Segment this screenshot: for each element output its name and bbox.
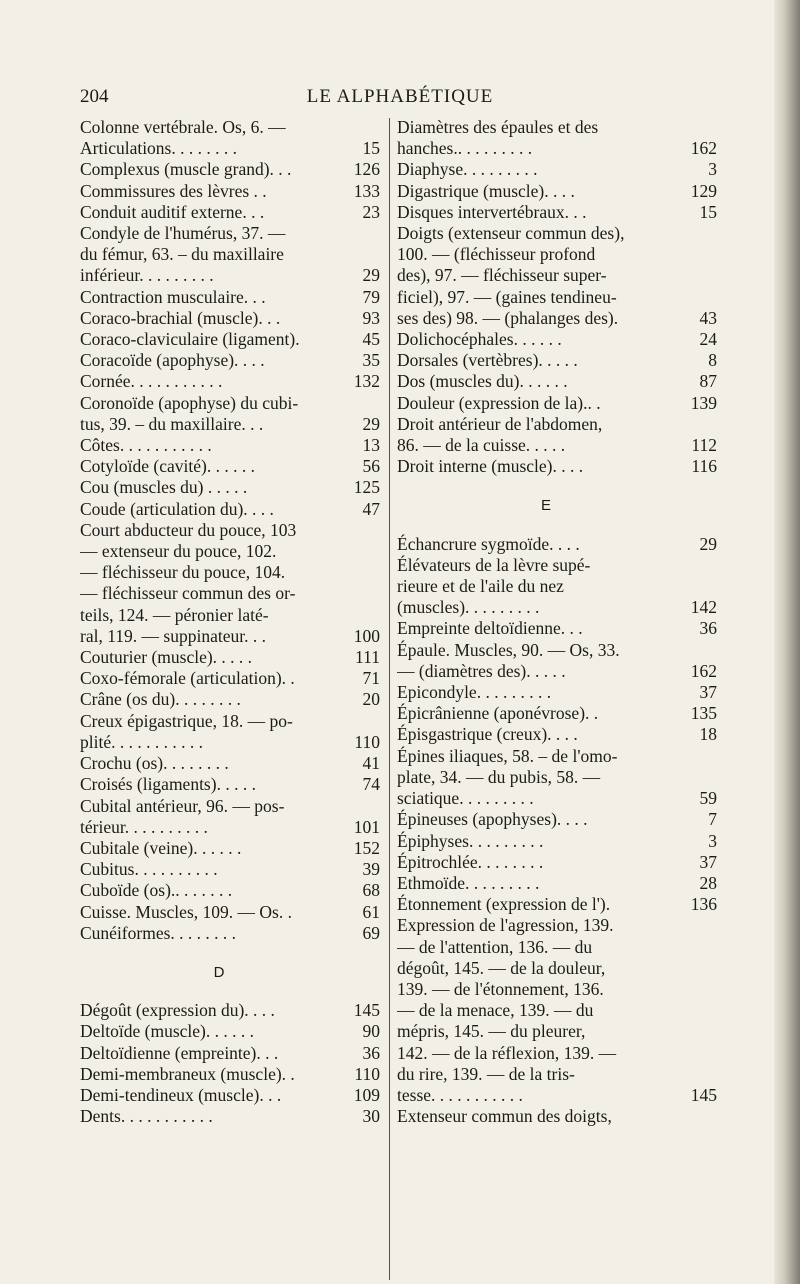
entry-text: Dents. . . . . . . . . . . — [80, 1106, 213, 1127]
entry-page-number: 126 — [353, 159, 380, 180]
index-entry — [80, 774, 380, 795]
entry-page-number: 142 — [690, 597, 717, 618]
entry-text: des), 97. — fléchisseur super- — [397, 265, 607, 286]
entry-text: sciatique. . . . . . . . . — [397, 788, 534, 809]
entry-page-number: 116 — [691, 456, 717, 477]
entry-text: Cubitus. . . . . . . . . . — [80, 859, 218, 880]
entry-text: rieure et de l'aile du nez — [397, 576, 564, 597]
entry-text: Cunéiformes. . . . . . . . — [80, 922, 237, 943]
entry-text: Demi-tendineux (muscle). . . — [80, 1084, 282, 1105]
index-entry — [397, 746, 717, 767]
entry-page-number: 29 — [362, 265, 380, 286]
index-entry — [80, 1106, 380, 1127]
index-entry — [80, 477, 380, 498]
entry-page-number: 41 — [362, 753, 380, 774]
entry-text: du rire, 139. — de la tris- — [397, 1063, 575, 1084]
index-entry — [80, 499, 380, 520]
index-entry — [80, 138, 380, 159]
entry-page-number: 162 — [690, 138, 717, 159]
index-entry — [397, 371, 717, 392]
index-entry — [80, 181, 380, 202]
entry-page-number: 139 — [690, 392, 717, 413]
index-entry — [80, 796, 380, 817]
index-entry — [397, 435, 717, 456]
entry-page-number: 93 — [362, 307, 380, 328]
entry-page-number: 37 — [699, 851, 717, 872]
entry-text: Commissures des lèvres . . — [80, 180, 267, 201]
entry-text: — fléchisseur commun des or- — [80, 583, 296, 604]
index-entry — [397, 287, 717, 308]
index-entry — [397, 661, 717, 682]
index-entry — [397, 809, 717, 830]
entry-text: Cubital antérieur, 96. — pos- — [80, 795, 285, 816]
index-entry — [80, 393, 380, 414]
entry-page-number: 28 — [699, 872, 717, 893]
index-entry — [80, 647, 380, 668]
index-entry — [397, 894, 717, 915]
entry-page-number: 7 — [708, 809, 717, 830]
index-entry — [397, 873, 717, 894]
entry-text: Coraco-claviculaire (ligament). — [80, 329, 300, 350]
index-entry — [80, 838, 380, 859]
entry-page-number: 112 — [691, 435, 717, 456]
entry-text: Articulations. . . . . . . . — [80, 138, 237, 159]
entry-page-number: 15 — [699, 201, 717, 222]
entry-text: ses des) 98. — (phalanges des). — [397, 307, 619, 328]
entry-text: Cuisse. Muscles, 109. — Os. . — [80, 901, 292, 922]
section-letter-d: D — [213, 963, 225, 981]
entry-text: Digastrique (muscle). . . . — [397, 180, 575, 201]
entry-page-number: 37 — [699, 682, 717, 703]
entry-text: Epicondyle. . . . . . . . . — [397, 682, 552, 703]
index-entry — [80, 244, 380, 265]
entry-text: Étonnement (expression de l'). — [397, 894, 611, 915]
index-list-e — [397, 534, 717, 1128]
entry-page-number: 56 — [362, 456, 380, 477]
entry-text: Dégoût (expression du). . . . — [80, 1000, 275, 1021]
entry-text: Coude (articulation du). . . . — [80, 498, 274, 519]
entry-text: Coronoïde (apophyse) du cubi- — [80, 392, 299, 413]
entry-page-number: 61 — [362, 901, 380, 922]
entry-text: ficiel), 97. — (gaines tendineu- — [397, 286, 617, 307]
index-entry — [80, 308, 380, 329]
entry-page-number: 8 — [708, 350, 717, 371]
index-entry — [397, 618, 717, 639]
index-entry — [80, 923, 380, 944]
index-entry — [80, 223, 380, 244]
index-entry — [397, 555, 717, 576]
entry-text: plate, 34. — du pubis, 58. — — [397, 766, 601, 787]
index-entry — [80, 117, 380, 138]
index-entry — [397, 767, 717, 788]
index-column-left — [80, 117, 380, 1127]
index-entry — [397, 350, 717, 371]
entry-page-number: 109 — [353, 1084, 380, 1105]
entry-text: Dorsales (vertèbres). . . . . — [397, 350, 578, 371]
column-divider — [389, 118, 390, 1280]
index-entry — [397, 788, 717, 809]
entry-text: tesse. . . . . . . . . . . — [397, 1084, 523, 1105]
entry-page-number: 101 — [353, 816, 380, 837]
entry-page-number: 43 — [699, 307, 717, 328]
entry-text: Croisés (ligaments). . . . . — [80, 774, 256, 795]
index-entry — [397, 1043, 717, 1064]
entry-page-number: 87 — [699, 371, 717, 392]
entry-text: Épineuses (apophyses). . . . — [397, 809, 588, 830]
entry-page-number: 68 — [362, 880, 380, 901]
index-entry — [397, 1106, 717, 1127]
entry-page-number: 100 — [353, 625, 380, 646]
index-column-right — [397, 117, 717, 1127]
entry-text: Demi-membraneux (muscle). . — [80, 1063, 295, 1084]
index-entry — [397, 202, 717, 223]
index-entry — [80, 329, 380, 350]
index-entry — [397, 534, 717, 555]
entry-text: Épisgastrique (creux). . . . — [397, 724, 578, 745]
entry-page-number: 145 — [353, 1000, 380, 1021]
entry-page-number: 162 — [690, 660, 717, 681]
index-entry — [80, 859, 380, 880]
index-entry — [80, 202, 380, 223]
entry-text: — fléchisseur du pouce, 104. — [80, 562, 286, 583]
index-entry — [397, 414, 717, 435]
entry-page-number: 18 — [699, 724, 717, 745]
page-header — [80, 86, 720, 116]
entry-text: Coracoïde (apophyse). . . . — [80, 350, 265, 371]
entry-page-number: 136 — [690, 894, 717, 915]
entry-page-number: 110 — [354, 731, 380, 752]
entry-text: Échancrure sygmoïde. . . . — [397, 533, 580, 554]
entry-text: Creux épigastrique, 18. — po- — [80, 710, 293, 731]
entry-page-number: 3 — [708, 159, 717, 180]
index-entry — [80, 668, 380, 689]
entry-page-number: 125 — [353, 477, 380, 498]
section-letter-e: E — [540, 497, 551, 515]
index-entry — [397, 576, 717, 597]
index-entry — [80, 1085, 380, 1106]
index-entry — [397, 1000, 717, 1021]
index-entry — [80, 711, 380, 732]
entry-page-number: 69 — [362, 922, 380, 943]
index-entry — [397, 703, 717, 724]
index-entry — [80, 562, 380, 583]
entry-page-number: 29 — [362, 413, 380, 434]
entry-page-number: 35 — [362, 350, 380, 371]
entry-text: Diaphyse. . . . . . . . . — [397, 159, 538, 180]
entry-text: Empreinte deltoïdienne. . . — [397, 618, 583, 639]
index-entry — [80, 435, 380, 456]
index-entry — [397, 1064, 717, 1085]
entry-page-number: 45 — [362, 329, 380, 350]
entry-text: hanches.. . . . . . . . . — [397, 138, 533, 159]
index-entry — [397, 181, 717, 202]
index-entry — [80, 520, 380, 541]
index-entry — [397, 223, 717, 244]
entry-page-number: 79 — [362, 286, 380, 307]
entry-text: Épines iliaques, 58. – de l'omo- — [397, 745, 618, 766]
entry-page-number: 20 — [362, 689, 380, 710]
index-entry — [397, 265, 717, 286]
entry-text: Couturier (muscle). . . . . — [80, 647, 253, 668]
entry-text: Disques intervertébraux. . . — [397, 201, 587, 222]
entry-page-number: 39 — [362, 859, 380, 880]
entry-page-number: 111 — [355, 647, 380, 668]
index-entry — [397, 724, 717, 745]
index-entry — [80, 541, 380, 562]
entry-text: Épiphyses. . . . . . . . . — [397, 830, 544, 851]
entry-text: ral, 119. — suppinateur. . . — [80, 625, 266, 646]
index-entry — [80, 626, 380, 647]
entry-text: Extenseur commun des doigts, — [397, 1106, 612, 1127]
index-entry — [80, 689, 380, 710]
entry-text: Complexus (muscle grand). . . — [80, 159, 292, 180]
entry-text: 139. — de l'étonnement, 136. — [397, 978, 604, 999]
entry-text: mépris, 145. — du pleurer, — [397, 1021, 586, 1042]
entry-page-number: 29 — [699, 533, 717, 554]
entry-text: Cubitale (veine). . . . . . — [80, 837, 242, 858]
entry-text: Droit antérieur de l'abdomen, — [397, 413, 603, 434]
entry-text: Expression de l'agression, 139. — [397, 915, 614, 936]
index-entry — [80, 1043, 380, 1064]
entry-page-number: 15 — [362, 138, 380, 159]
index-list-d — [80, 1000, 380, 1127]
entry-text: Coxo-fémorale (articulation). . — [80, 668, 295, 689]
index-entry — [80, 583, 380, 604]
index-entry — [397, 958, 717, 979]
index-entry — [397, 682, 717, 703]
index-entry — [80, 1000, 380, 1021]
entry-text: Contraction musculaire. . . — [80, 286, 266, 307]
index-entry — [397, 979, 717, 1000]
entry-text: Diamètres des épaules et des — [397, 117, 599, 137]
running-title: LE ALPHABÉTIQUE — [306, 86, 494, 107]
entry-text: Crâne (os du). . . . . . . . — [80, 689, 241, 710]
index-entry — [397, 329, 717, 350]
entry-text: Épitrochlée. . . . . . . . — [397, 851, 544, 872]
index-entry — [397, 1021, 717, 1042]
entry-page-number: 133 — [353, 180, 380, 201]
entry-text: Épaule. Muscles, 90. — Os, 33. — [397, 639, 620, 660]
entry-page-number: 74 — [362, 774, 380, 795]
index-entry — [80, 732, 380, 753]
entry-page-number: 90 — [362, 1021, 380, 1042]
entry-text: Crochu (os). . . . . . . . — [80, 753, 229, 774]
entry-text: — de l'attention, 136. — du — [397, 936, 593, 957]
entry-text: Doigts (extenseur commun des), — [397, 223, 625, 244]
page-edge-shadow — [774, 0, 800, 1284]
index-entry — [80, 817, 380, 838]
index-entry — [80, 753, 380, 774]
entry-text: Cornée. . . . . . . . . . . — [80, 371, 223, 392]
index-entry — [80, 287, 380, 308]
entry-page-number: 59 — [699, 788, 717, 809]
index-entry — [397, 308, 717, 329]
entry-text: — extenseur du pouce, 102. — [80, 541, 277, 562]
index-entry — [397, 138, 717, 159]
index-entry — [397, 831, 717, 852]
entry-text: 100. — (fléchisseur profond — [397, 244, 596, 265]
entry-text: plité. . . . . . . . . . . — [80, 731, 203, 752]
entry-page-number: 24 — [699, 329, 717, 350]
index-entry — [397, 597, 717, 618]
index-entry — [397, 915, 717, 936]
entry-text: Épicrânienne (aponévrose). . — [397, 703, 599, 724]
index-entry — [397, 456, 717, 477]
index-entry — [80, 265, 380, 286]
entry-page-number: 152 — [353, 837, 380, 858]
entry-page-number: 110 — [354, 1063, 380, 1084]
entry-text: Cuboïde (os).. . . . . . . — [80, 880, 233, 901]
entry-text: du fémur, 63. – du maxillaire — [80, 244, 284, 265]
entry-text: Cou (muscles du) . . . . . — [80, 477, 248, 498]
entry-page-number: 71 — [362, 668, 380, 689]
entry-text: — (diamètres des). . . . . — [397, 660, 566, 681]
entry-text: teils, 124. — péronier laté- — [80, 604, 269, 625]
entry-text: Cotyloïde (cavité). . . . . . — [80, 456, 255, 477]
entry-text: Dolichocéphales. . . . . . — [397, 329, 562, 350]
entry-text: Conduit auditif externe. . . — [80, 201, 265, 222]
index-list-d-continued — [397, 117, 717, 477]
index-entry — [397, 937, 717, 958]
index-entry — [397, 117, 717, 138]
entry-text: Côtes. . . . . . . . . . . — [80, 435, 212, 456]
index-entry — [80, 1064, 380, 1085]
entry-page-number: 135 — [690, 703, 717, 724]
entry-text: inférieur. . . . . . . . . — [80, 265, 214, 286]
index-entry — [80, 414, 380, 435]
entry-text: Droit interne (muscle). . . . — [397, 456, 584, 477]
entry-page-number: 3 — [708, 830, 717, 851]
entry-text: Deltoïdienne (empreinte). . . — [80, 1042, 279, 1063]
entry-text: — de la menace, 139. — du — [397, 1000, 594, 1021]
entry-text: 86. — de la cuisse. . . . . — [397, 435, 566, 456]
entry-page-number: 13 — [362, 435, 380, 456]
entry-text: Court abducteur du pouce, 103 — [80, 519, 297, 540]
entry-page-number: 36 — [699, 618, 717, 639]
entry-page-number: 47 — [362, 498, 380, 519]
index-entry — [397, 1085, 717, 1106]
page-number: 204 — [80, 86, 109, 107]
entry-text: tus, 39. – du maxillaire. . . — [80, 413, 264, 434]
entry-text: (muscles). . . . . . . . . — [397, 597, 540, 618]
entry-text: Condyle de l'humérus, 37. — — [80, 223, 286, 244]
entry-text: Douleur (expression de la).. . — [397, 392, 601, 413]
index-entry — [80, 605, 380, 626]
entry-page-number: 36 — [362, 1042, 380, 1063]
entry-page-number: 30 — [362, 1106, 380, 1127]
entry-text: Colonne vertébrale. Os, 6. — — [80, 117, 286, 137]
entry-text: Dos (muscles du). . . . . . — [397, 371, 568, 392]
entry-text: Élévateurs de la lèvre supé- — [397, 554, 591, 575]
entry-page-number: 132 — [353, 371, 380, 392]
entry-page-number: 145 — [690, 1084, 717, 1105]
entry-text: Coraco-brachial (muscle). . . — [80, 307, 281, 328]
index-entry — [80, 1021, 380, 1042]
entry-text: Ethmoïde. . . . . . . . . — [397, 872, 540, 893]
index-entry — [397, 159, 717, 180]
entry-page-number: 23 — [362, 201, 380, 222]
index-entry — [397, 393, 717, 414]
index-list-c — [80, 117, 380, 944]
entry-text: térieur. . . . . . . . . . — [80, 816, 208, 837]
index-entry — [397, 640, 717, 661]
entry-text: 142. — de la réflexion, 139. — — [397, 1042, 617, 1063]
index-entry — [80, 902, 380, 923]
index-entry — [397, 852, 717, 873]
index-entry — [80, 159, 380, 180]
index-entry — [80, 880, 380, 901]
entry-text: Deltoïde (muscle). . . . . . — [80, 1021, 254, 1042]
index-entry — [80, 456, 380, 477]
entry-text: dégoût, 145. — de la douleur, — [397, 957, 606, 978]
index-entry — [80, 350, 380, 371]
index-entry — [397, 244, 717, 265]
index-entry — [80, 371, 380, 392]
entry-page-number: 129 — [690, 180, 717, 201]
